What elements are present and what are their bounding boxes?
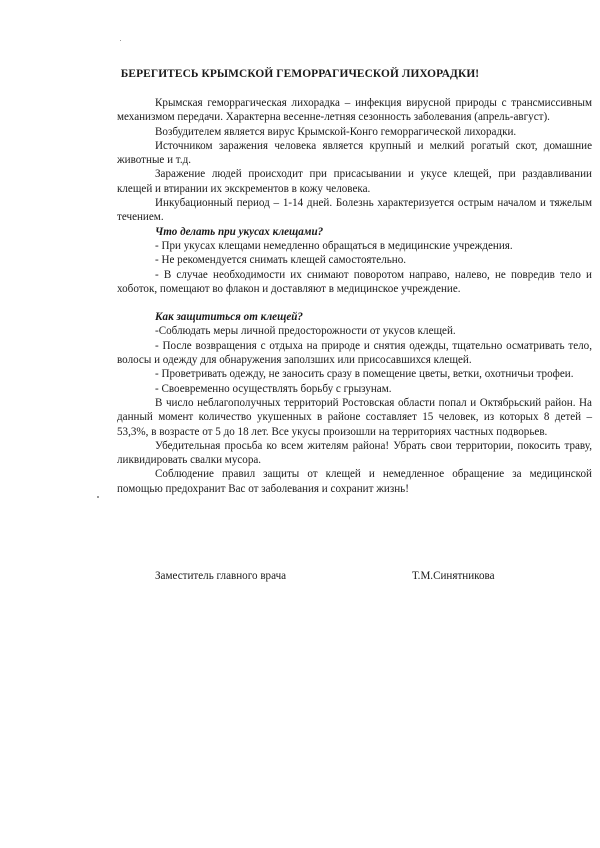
protection-item: - После возвращения с отдыха на природе и снятия одежды, тщательно осматривать тело, волосы и одежду для обнаружения заползших или присосавшихся клещей. [117, 339, 592, 367]
protection-item: - Своевременно осуществлять борьбу с грызунам. [155, 382, 392, 395]
section-heading-protection: Как защититься от клещей? [155, 311, 303, 324]
bite-advice-item: - В случае необходимости их снимают поворотом направо, налево, не повредив тело и хоботок, помещают во флакон и доставляют в медицинское учреждение. [117, 268, 592, 295]
document-body [117, 96, 592, 496]
closing-paragraph: В число неблагополучных территорий Ростовская области попал и Октябрьский район. На данный момент количество укушенных в районе составляет 15 человек, из которых 8 детей – 53,3%, в возрасте от 5 до 18 лет. Все укусы произошли на территориях частных подворьев. [117, 396, 592, 438]
document-title: БЕРЕГИТЕСЬ КРЫМСКОЙ ГЕМОРРАГИЧЕСКОЙ ЛИХОРАДКИ! [120, 68, 480, 80]
intro-paragraph: Инкубационный период – 1-14 дней. Болезнь характеризуется острым началом и тяжелым течением. [117, 197, 592, 224]
section-heading-bites: Что делать при укусах клещами? [155, 225, 324, 238]
bite-advice-item: - При укусах клещами немедленно обращаться в медицинские учреждения. [155, 239, 513, 252]
intro-paragraph: Источником заражения человека является крупный и мелкий рогатый скот, домашние животные и т.д. [117, 139, 592, 167]
intro-paragraph: Заражение людей происходит при присасывании и укусе клещей, при раздавливании клещей и втирании их экскрементов в кожу человека. [117, 168, 592, 195]
intro-paragraph: Крымская геморрагическая лихорадка – инфекция вирусной природы с трансмиссивным механизмом передачи. Характерна весенне-летняя сезонность заболевания (апрель-август). [117, 97, 592, 124]
closing-paragraph: Убедительная просьба ко всем жителям района! Убрать свои территории, покосить траву, ликвидировать свалки мусора. [117, 439, 592, 467]
closing-paragraph: Соблюдение правил защиты от клещей и немедленное обращение за медицинской помощью предохранит Вас от заболевания и сохранит жизнь! [117, 468, 592, 495]
signatory-role: Заместитель главного врача [155, 570, 287, 582]
signatory-name: Т.М.Синятникова [412, 570, 495, 582]
bite-advice-item: - Не рекомендуется снимать клещей самостоятельно. [155, 254, 407, 267]
protection-item: -Соблюдать меры личной предосторожности от укусов клещей. [155, 325, 456, 338]
spacer [117, 296, 592, 310]
scan-speck [120, 40, 121, 41]
intro-paragraph: Возбудителем является вирус Крымской-Конго геморрагической лихорадки. [155, 125, 517, 138]
scan-speck [97, 496, 99, 498]
protection-item: - Проветривать одежду, не заносить сразу в помещение цветы, ветки, охотничьи трофеи. [155, 368, 574, 381]
